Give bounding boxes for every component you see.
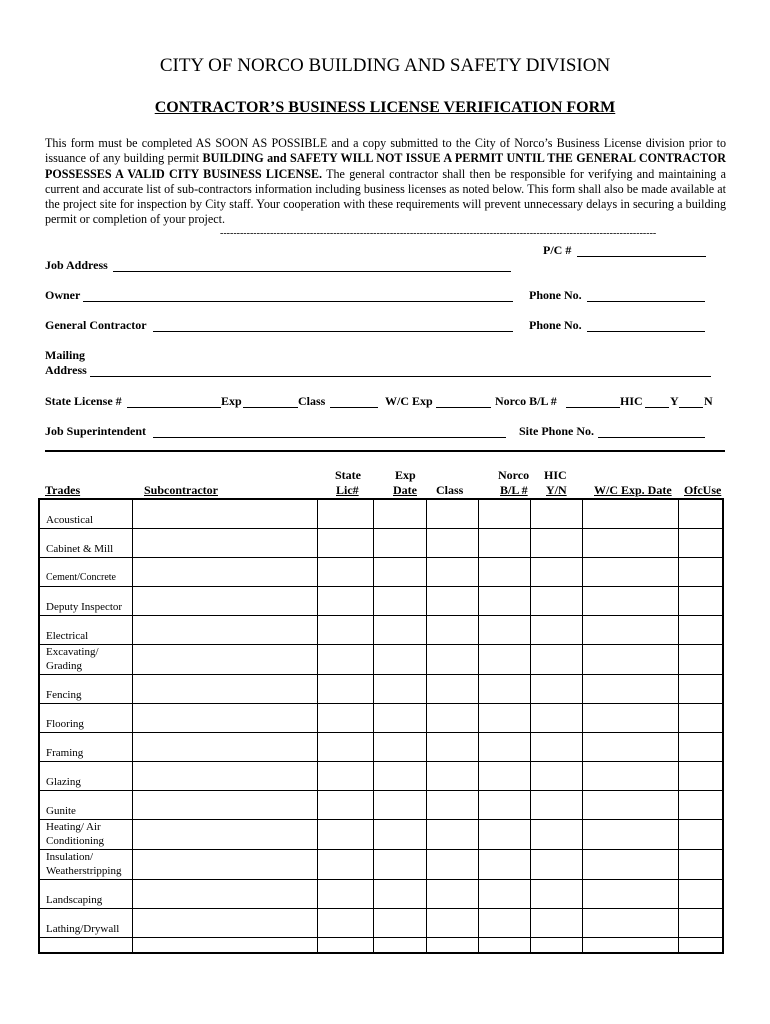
dashed-separator: -----------------------------------------------------------------------------------------------------------------------------------: [220, 229, 657, 239]
trade-label: Glazing: [39, 762, 133, 791]
table-cell[interactable]: [582, 675, 678, 704]
table-cell[interactable]: [678, 880, 723, 909]
table-cell[interactable]: [479, 791, 531, 820]
contractor-phone-field[interactable]: [587, 331, 705, 332]
table-cell[interactable]: [678, 616, 723, 645]
table-cell[interactable]: [582, 616, 678, 645]
table-cell[interactable]: [133, 675, 317, 704]
header-ofc-use: OfcUse: [684, 483, 722, 497]
header-bl: B/L #: [500, 483, 528, 497]
table-cell[interactable]: [582, 529, 678, 558]
contractor-phone-label: Phone No.: [529, 318, 582, 332]
intro-text-2: The general contractor shall then be responsible for verifying and maintaining a current and accurate list of sub-contractors information including business licenses as noted below. This form shall also be made available at the project site for inspection by City staff. Your cooperation with these requirements will prevent unnecessary delays in securing a building permit or completion of your project.: [45, 166, 726, 227]
table-row: [39, 704, 723, 733]
class-label: Class: [298, 394, 326, 408]
table-cell[interactable]: [479, 558, 531, 587]
table-cell[interactable]: [678, 762, 723, 791]
table-cell[interactable]: [479, 529, 531, 558]
table-cell[interactable]: [582, 909, 678, 938]
table-cell[interactable]: [479, 499, 531, 529]
table-cell[interactable]: [531, 909, 583, 938]
wc-exp-label: W/C Exp: [385, 394, 433, 408]
table-cell[interactable]: [582, 733, 678, 762]
hic-no-field[interactable]: [679, 407, 703, 408]
table-cell[interactable]: [531, 499, 583, 529]
table-row: [39, 499, 723, 529]
trade-label: Fencing: [39, 675, 133, 704]
address-label: Address: [45, 363, 87, 377]
general-contractor-label: General Contractor: [45, 318, 147, 332]
trade-label: Flooring: [39, 704, 133, 733]
exp-field[interactable]: [243, 407, 298, 408]
header-exp: Exp: [395, 468, 416, 482]
table-cell[interactable]: [531, 587, 583, 616]
table-cell[interactable]: [678, 675, 723, 704]
table-cell[interactable]: [479, 675, 531, 704]
table-cell[interactable]: [582, 645, 678, 675]
table-cell[interactable]: [317, 675, 373, 704]
table-row: [39, 820, 723, 850]
site-phone-field[interactable]: [598, 437, 705, 438]
trade-label: Cabinet & Mill: [39, 529, 133, 558]
table-cell[interactable]: [317, 704, 373, 733]
table-cell[interactable]: [373, 880, 427, 909]
table-cell[interactable]: [479, 762, 531, 791]
job-address-label: Job Address: [45, 258, 108, 272]
table-cell[interactable]: [373, 616, 427, 645]
table-cell[interactable]: [373, 558, 427, 587]
table-cell[interactable]: [582, 850, 678, 880]
table-cell[interactable]: [678, 938, 723, 954]
table-cell[interactable]: [427, 820, 479, 850]
job-superintendent-label: Job Superintendent: [45, 424, 147, 438]
table-cell[interactable]: [133, 938, 317, 954]
header-subcontractor: Subcontractor: [144, 483, 218, 497]
table-cell[interactable]: [133, 762, 317, 791]
site-phone-label: Site Phone No.: [519, 424, 594, 438]
owner-field[interactable]: [83, 301, 513, 302]
table-cell[interactable]: [373, 820, 427, 850]
table-cell[interactable]: [373, 704, 427, 733]
table-cell[interactable]: [373, 675, 427, 704]
table-cell[interactable]: [479, 733, 531, 762]
table-cell[interactable]: [373, 733, 427, 762]
table-cell[interactable]: [317, 616, 373, 645]
table-cell[interactable]: [531, 880, 583, 909]
table-cell[interactable]: [133, 791, 317, 820]
table-cell[interactable]: [133, 850, 317, 880]
intro-paragraph: [45, 136, 726, 228]
table-cell[interactable]: [133, 645, 317, 675]
table-cell[interactable]: [427, 499, 479, 529]
table-cell[interactable]: [427, 675, 479, 704]
class-field[interactable]: [330, 407, 378, 408]
owner-label: Owner: [45, 288, 81, 302]
table-row: [39, 587, 723, 616]
table-cell[interactable]: [427, 880, 479, 909]
owner-phone-label: Phone No.: [529, 288, 582, 302]
form-subtitle: CONTRACTOR’S BUSINESS LICENSE VERIFICATION FORM: [154, 99, 616, 116]
table-cell[interactable]: [678, 587, 723, 616]
table-cell[interactable]: [427, 529, 479, 558]
table-cell[interactable]: [678, 909, 723, 938]
table-cell[interactable]: [427, 733, 479, 762]
state-license-label: State License #: [45, 394, 122, 408]
form-title: CITY OF NORCO BUILDING AND SAFETY DIVISION: [159, 55, 611, 76]
table-cell[interactable]: [479, 909, 531, 938]
table-cell[interactable]: [317, 499, 373, 529]
table-cell[interactable]: [133, 499, 317, 529]
trade-label: Acoustical: [39, 499, 133, 529]
table-cell[interactable]: [373, 791, 427, 820]
mailing-address-field[interactable]: [90, 376, 711, 377]
trade-label: Electrical: [39, 616, 133, 645]
table-cell[interactable]: [531, 616, 583, 645]
table-cell[interactable]: [317, 733, 373, 762]
table-cell[interactable]: [531, 675, 583, 704]
table-cell[interactable]: [427, 645, 479, 675]
table-cell[interactable]: [317, 880, 373, 909]
owner-phone-field[interactable]: [587, 301, 705, 302]
trade-label: Deputy Inspector: [39, 587, 133, 616]
table-cell[interactable]: [582, 762, 678, 791]
table-cell[interactable]: [479, 704, 531, 733]
table-cell[interactable]: [479, 880, 531, 909]
table-cell[interactable]: [531, 645, 583, 675]
table-cell[interactable]: [582, 558, 678, 587]
table-cell[interactable]: [531, 938, 583, 954]
table-cell[interactable]: [582, 820, 678, 850]
table-cell[interactable]: [373, 499, 427, 529]
table-cell[interactable]: [133, 820, 317, 850]
table-row: [39, 558, 723, 587]
table-cell[interactable]: [317, 529, 373, 558]
table-cell[interactable]: [133, 558, 317, 587]
table-cell[interactable]: [317, 909, 373, 938]
norco-bl-label: Norco B/L #: [495, 394, 557, 408]
table-cell[interactable]: [531, 791, 583, 820]
norco-bl-field[interactable]: [566, 407, 620, 408]
table-cell[interactable]: [427, 938, 479, 954]
job-superintendent-field[interactable]: [153, 437, 506, 438]
table-row: [39, 762, 723, 791]
trade-label: Lathing/Drywall: [39, 909, 133, 938]
table-cell[interactable]: [373, 938, 427, 954]
table-cell[interactable]: [39, 938, 133, 954]
trade-label: Framing: [39, 733, 133, 762]
table-cell[interactable]: [427, 587, 479, 616]
trade-label: Heating/ Air Conditioning: [39, 820, 133, 850]
table-cell[interactable]: [678, 558, 723, 587]
table-cell[interactable]: [373, 587, 427, 616]
table-cell[interactable]: [427, 850, 479, 880]
table-row: [39, 938, 723, 954]
table-row: [39, 791, 723, 820]
hic-label: HIC: [620, 394, 643, 408]
table-cell[interactable]: [531, 529, 583, 558]
table-row: [39, 645, 723, 675]
wc-exp-field[interactable]: [436, 407, 491, 408]
table-cell[interactable]: [427, 616, 479, 645]
table-cell[interactable]: [373, 909, 427, 938]
header-date: Date: [393, 483, 417, 497]
table-cell[interactable]: [133, 909, 317, 938]
section-divider: [45, 450, 725, 452]
table-cell[interactable]: [317, 820, 373, 850]
table-cell[interactable]: [531, 850, 583, 880]
hic-n-label: N: [704, 394, 713, 408]
table-cell[interactable]: [479, 587, 531, 616]
pc-field[interactable]: [577, 256, 706, 257]
table-cell[interactable]: [678, 704, 723, 733]
table-cell[interactable]: [427, 704, 479, 733]
table-cell[interactable]: [133, 733, 317, 762]
table-cell[interactable]: [582, 880, 678, 909]
intro-text-1: This form must be completed AS SOON AS POSSIBLE and a copy submitted to the City of Norco’s Business License division prior to issuance of any building permit: [45, 136, 726, 166]
header-wc-exp-date: W/C Exp. Date: [594, 483, 672, 497]
table-cell[interactable]: [678, 791, 723, 820]
header-class: Class: [436, 483, 464, 497]
table-cell[interactable]: [479, 616, 531, 645]
table-cell[interactable]: [531, 558, 583, 587]
table-cell[interactable]: [531, 762, 583, 791]
table-cell[interactable]: [133, 880, 317, 909]
table-row: [39, 880, 723, 909]
table-row: [39, 616, 723, 645]
trade-label: Excavating/ Grading: [39, 645, 133, 675]
header-hic: HIC: [544, 468, 567, 482]
table-cell[interactable]: [479, 938, 531, 954]
general-contractor-field[interactable]: [153, 331, 513, 332]
table-cell[interactable]: [317, 645, 373, 675]
table-cell[interactable]: [427, 762, 479, 791]
mailing-label: Mailing: [45, 348, 86, 362]
table-cell[interactable]: [317, 938, 373, 954]
header-lic: Lic#: [336, 483, 359, 497]
hic-yes-field[interactable]: [645, 407, 669, 408]
table-cell[interactable]: [427, 791, 479, 820]
table-cell[interactable]: [531, 733, 583, 762]
table-cell[interactable]: [582, 938, 678, 954]
intro-bold-text: BUILDING and SAFETY WILL NOT ISSUE A PERMIT UNTIL THE GENERAL CONTRACTOR POSSESSES A VALID CITY BUSINESS LICENSE.: [45, 151, 726, 181]
table-cell[interactable]: [427, 558, 479, 587]
trade-label: Landscaping: [39, 880, 133, 909]
table-row: [39, 850, 723, 880]
table-cell[interactable]: [317, 762, 373, 791]
table-cell[interactable]: [133, 704, 317, 733]
table-cell[interactable]: [479, 820, 531, 850]
table-cell[interactable]: [317, 850, 373, 880]
trade-label: Insulation/ Weatherstripping: [39, 850, 133, 880]
table-cell[interactable]: [133, 587, 317, 616]
table-cell[interactable]: [678, 645, 723, 675]
job-address-field[interactable]: [113, 271, 511, 272]
table-cell[interactable]: [678, 733, 723, 762]
table-cell[interactable]: [531, 704, 583, 733]
pc-label: P/C #: [543, 243, 572, 257]
trade-label: Cement/Concrete: [39, 558, 133, 587]
table-cell[interactable]: [317, 791, 373, 820]
table-row: [39, 675, 723, 704]
table-cell[interactable]: [133, 616, 317, 645]
header-trades: Trades: [45, 483, 81, 497]
header-state: State: [335, 468, 361, 482]
table-cell[interactable]: [531, 820, 583, 850]
table-row: [39, 529, 723, 558]
table-cell[interactable]: [678, 529, 723, 558]
table-cell[interactable]: [678, 499, 723, 529]
table-cell[interactable]: [427, 909, 479, 938]
table-cell[interactable]: [373, 850, 427, 880]
table-cell[interactable]: [373, 762, 427, 791]
table-row: [39, 909, 723, 938]
table-cell[interactable]: [678, 820, 723, 850]
header-yn: Y/N: [546, 483, 567, 497]
table-cell[interactable]: [479, 850, 531, 880]
table-cell[interactable]: [317, 558, 373, 587]
table-cell[interactable]: [582, 704, 678, 733]
exp-label: Exp: [221, 394, 242, 408]
table-cell[interactable]: [479, 645, 531, 675]
table-cell[interactable]: [373, 645, 427, 675]
hic-y-label: Y: [670, 394, 679, 408]
table-cell[interactable]: [373, 529, 427, 558]
trade-label: Gunite: [39, 791, 133, 820]
table-row: [39, 733, 723, 762]
table-cell[interactable]: [133, 529, 317, 558]
table-cell[interactable]: [582, 791, 678, 820]
table-cell[interactable]: [582, 587, 678, 616]
table-cell[interactable]: [317, 587, 373, 616]
table-cell[interactable]: [678, 850, 723, 880]
header-norco: Norco: [498, 468, 530, 482]
state-license-field[interactable]: [127, 407, 221, 408]
trades-table: [38, 498, 724, 954]
table-cell[interactable]: [582, 499, 678, 529]
